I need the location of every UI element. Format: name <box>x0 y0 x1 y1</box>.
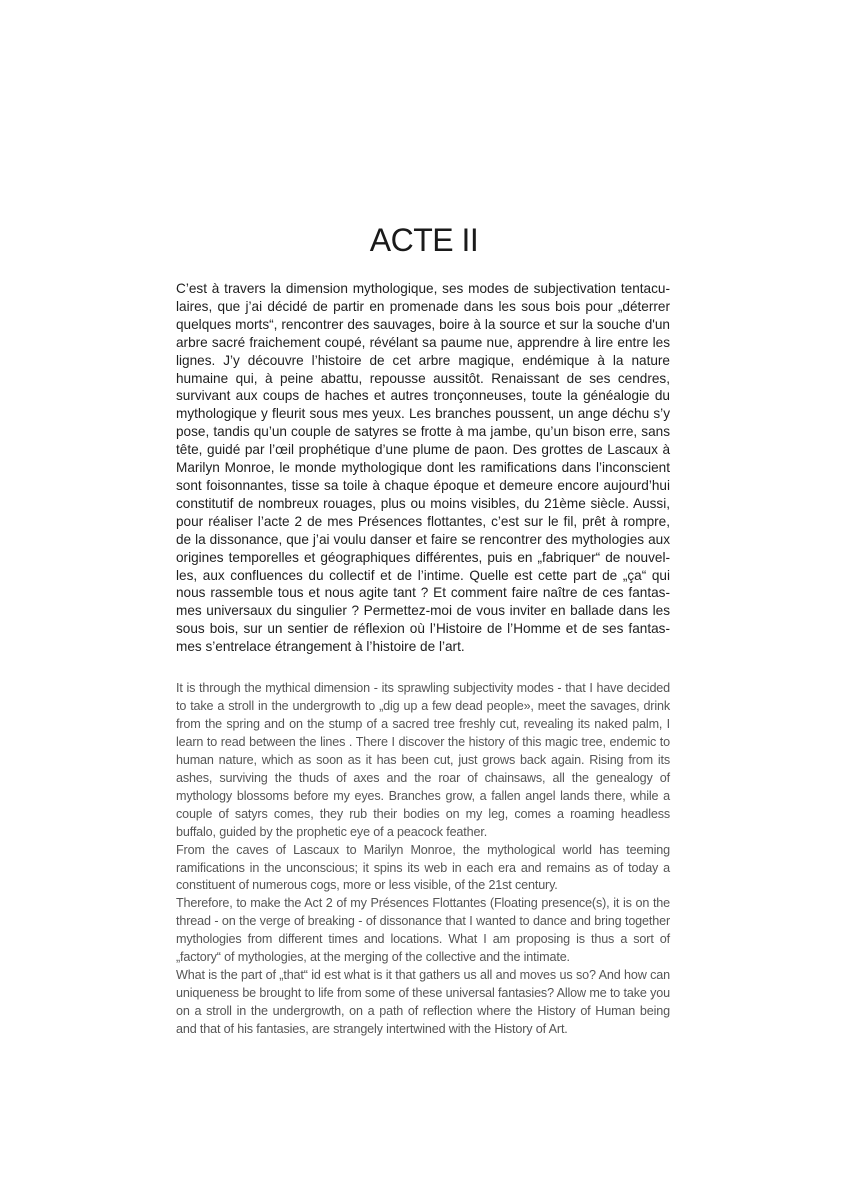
french-paragraph: C’est à travers la dimension mythologique, ses modes de subjectivation tentaculaires, que j’ai décidé de partir en promenade dans les sous bois pour „déterrer quelques morts“, rencontrer des sauvages, boire à la source et sur la souche d'un arbre sacré fraichement coupé, révélant sa paume nue, apprendre à lire entre les lignes. J’y découvre l’histoire de cet arbre magique, endémique à la nature humaine qui, à peine abattu, repousse aussitôt. Renaissant de ses cendres, survivant aux coups de haches et autres tronçonneuses, toute la généalogie du mythologique y fleurit sous mes yeux. Les branches poussent, un ange déchu s’y pose, tandis qu’un couple de satyres se frotte à ma jambe, qu’un bison erre, sans tête, guidé par l’œil prophétique d’une plume de paon. Des grottes de Lascaux à Marilyn Monroe, le monde mythologique dont les ramifications dans l’inconscient sont foisonnantes, tisse sa toile à chaque époque et demeure encore aujourd’hui constitutif de nombreux rouages, plus ou moins visibles, du 21ème siècle. Aussi, pour réaliser l’acte 2 de mes Présences flottantes, c’est sur le fil, prêt à rompre, de la dissonance, que j’ai voulu danser et faire se rencontrer des mythologies aux origines temporelles et géographiques différentes, puis en „fabriquer“ de nouvelles, aux confluences du collectif et de l’intime. Quelle est cette part de „ça“ qui nous rassemble tous et nous agite tant ? Et comment faire naître de ces fantasmes universaux du singulier ? Permettez-moi de vous inviter en ballade dans les sous bois, sur un sentier de réflexion où l’Histoire de l’Homme et de ses fantasmes s’entrelace étrangement à l’histoire de l’art. <box>176 281 670 655</box>
french-text-block <box>176 280 670 656</box>
english-paragraph-2: From the caves of Lascaux to Marilyn Monroe, the mythological world has teeming ramifications in the unconscious; it spins its web in each era and remains as of today a constituent of numerous cogs, more or less visible, of the 21st century. <box>176 842 670 893</box>
english-paragraph-4: What is the part of „that“ id est what is it that gathers us all and moves us so? And how can uniqueness be brought to life from some of these universal fantasies? Allow me to take you on a stroll in the undergrowth, on a path of reflection where the History of Human being and that of his fantasies, are strangely intertwined with the History of Art. <box>176 968 670 1037</box>
english-paragraph-1: It is through the mythical dimension - its sprawling subjectivity modes - that I have decided to take a stroll in the undergrowth to „dig up a few dead people», meet the savages, drink from the spring and on the stump of a sacred tree freshly cut, revealing its naked palm, I learn to read between the lines . There I discover the history of this magic tree, endemic to human nature, which as soon as it has been cut, just grows back again. Rising from its ashes, surviving the thuds of axes and the roar of chainsaws, all the genealogy of mythology blossoms before my eyes. Branches grow, a fallen angel lands there, while a couple of satyrs comes, they rub their bodies on my leg, comes a roaming headless buffalo, guided by the prophetic eye of a peacock feather. <box>176 681 670 839</box>
page-title: ACTE II <box>369 222 479 258</box>
english-text-block <box>176 680 670 1039</box>
english-paragraph-3: Therefore, to make the Act 2 of my Présences Flottantes (Floating presence(s), it is on the thread - on the verge of breaking - of dissonance that I wanted to dance and bring together mythologies from different times and locations. What I am proposing is thus a sort of „factory“ of mythologies, at the merging of the collective and the intimate. <box>176 896 670 965</box>
